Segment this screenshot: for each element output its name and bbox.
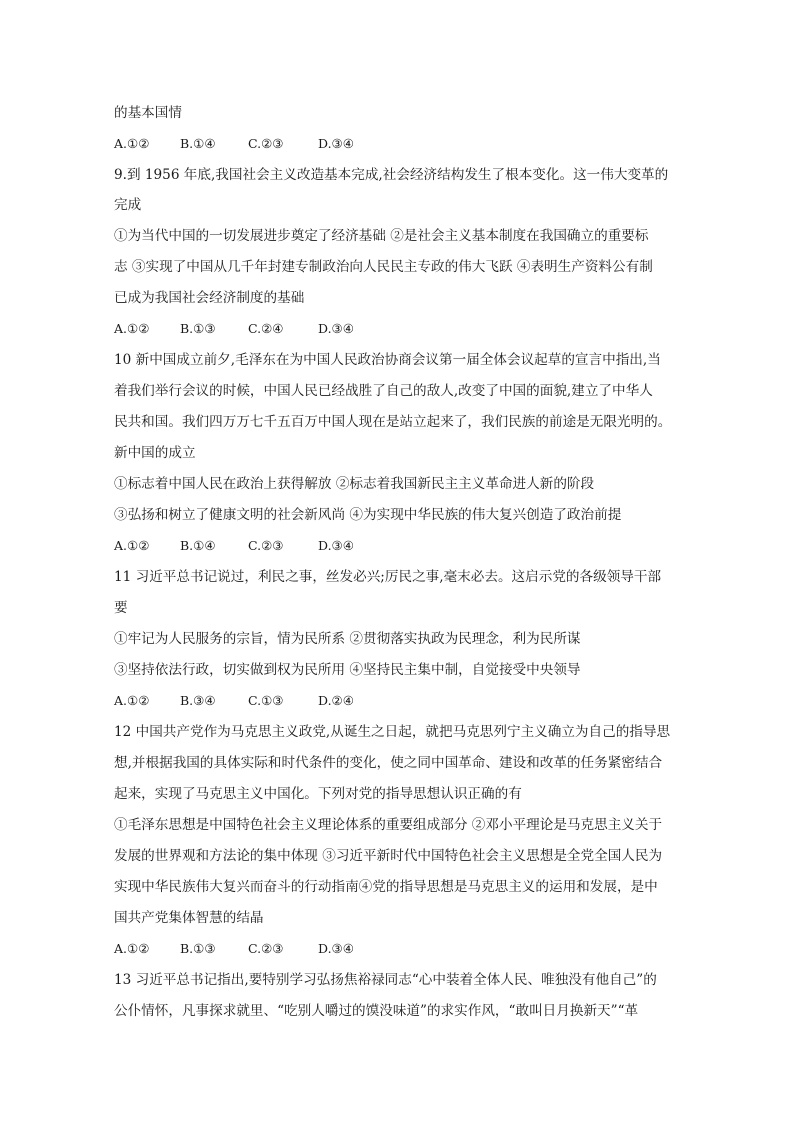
question-11-statement: ③坚持依法行政，切实做到权为民所用 ④坚持民主集中制，自觉接受中央领导 xyxy=(114,662,581,678)
option-a: A.①② xyxy=(114,941,150,956)
option-c: C.①③ xyxy=(248,693,284,708)
question-11-stem: 11 习近平总书记说过，利民之事，丝发必兴;厉民之事,毫末必去。这启示党的各级领导干部 xyxy=(114,569,662,585)
option-d: D.③④ xyxy=(318,538,354,553)
question-9-statement: ①为当代中国的一切发展进步奠定了经济基础 ②是社会主义基本制度在我国确立的重要标 xyxy=(114,228,649,244)
option-b: B.③④ xyxy=(180,693,216,708)
question-11-options xyxy=(114,691,354,711)
option-b: B.①④ xyxy=(180,136,216,151)
option-a: A.①② xyxy=(114,538,150,553)
option-b: B.①③ xyxy=(180,321,216,336)
question-9-options xyxy=(114,319,354,339)
question-9-statement: 已成为我国社会经济制度的基础 xyxy=(114,290,305,306)
option-c: C.②③ xyxy=(248,941,284,956)
option-b: B.①④ xyxy=(180,538,216,553)
question-12-stem: 12 中国共产党作为马克思主义政党,从诞生之日起，就把马克思列宁主义确立为自己的指导思 xyxy=(114,724,671,740)
question-13-stem: 公仆情怀，凡事探求就里、“吃别人嚼过的馍没味道”的求实作风，“敢叫日月换新天”“革 xyxy=(114,1003,639,1019)
option-a: A.①② xyxy=(114,693,150,708)
question-13-stem: 13 习近平总书记指出,要特别学习弘扬焦裕禄同志“心中装着全体人民、唯独没有他自己”的 xyxy=(114,972,657,988)
question-9-statement: 志 ③实现了中国从几千年封建专制政治向人民民主专政的伟大飞跃 ④表明生产资料公有制 xyxy=(114,259,653,275)
question-12-statement: ①毛泽东思想是中国特色社会主义理论体系的重要组成部分 ②邓小平理论是马克思主义关于 xyxy=(114,817,663,833)
question-10-stem: 民共和国。我们四万万七千五百万中国人现在是站立起来了，我们民族的前途是无限光明的。 xyxy=(114,414,672,430)
question-10-stem: 着我们举行会议的时候，中国人民已经战胜了自己的敌人,改变了中国的面貌,建立了中华人 xyxy=(114,383,653,399)
option-d: D.③④ xyxy=(318,136,354,151)
question-12-statement: 实现中华民族伟大复兴而奋斗的行动指南④党的指导思想是马克思主义的运用和发展，是中 xyxy=(114,879,658,895)
question-10-stem: 10 新中国成立前夕,毛泽东在为中国人民政治协商会议第一届全体会议起草的宣言中指出,当 xyxy=(114,352,661,368)
question-9-stem: 9.到 1956 年底,我国社会主义改造基本完成,社会经济结构发生了根本变化。这一伟大变革的 xyxy=(114,167,669,183)
option-c: C.②③ xyxy=(248,136,284,151)
question-12-stem: 想,并根据我国的具体实际和时代条件的变化，使之同中国革命、建设和改革的任务紧密结合 xyxy=(114,755,663,771)
question-11-statement: ①牢记为人民服务的宗旨，情为民所系 ②贯彻落实执政为民理念，利为民所谋 xyxy=(114,631,581,647)
question-9-stem: 完成 xyxy=(114,197,142,213)
question-12-statement: 国共产党集体智慧的结晶 xyxy=(114,910,264,926)
option-d: D.③④ xyxy=(318,941,354,956)
option-d: D.②④ xyxy=(318,693,354,708)
question-10-statement: ①标志着中国人民在政治上获得解放 ②标志着我国新民主主义革命进人新的阶段 xyxy=(114,476,595,492)
question-11-stem: 要 xyxy=(114,600,128,616)
question-12-options xyxy=(114,939,354,959)
option-c: C.②④ xyxy=(248,321,284,336)
question-text-line: 的基本国情 xyxy=(114,105,182,121)
question-10-options xyxy=(114,536,354,556)
question-12-statement: 发展的世界观和方法论的集中体现 ③习近平新时代中国特色社会主义思想是全党全国人民为 xyxy=(114,848,663,864)
option-a: A.①② xyxy=(114,136,150,151)
question-12-stem: 起来，实现了马克思主义中国化。下列对党的指导思想认识正确的有 xyxy=(114,786,522,802)
option-b: B.①③ xyxy=(180,941,216,956)
answer-options xyxy=(114,134,354,154)
option-d: D.③④ xyxy=(318,321,354,336)
option-c: C.②③ xyxy=(248,538,284,553)
question-10-statement: ③弘扬和树立了健康文明的社会新风尚 ④为实现中华民族的伟大复兴创造了政治前提 xyxy=(114,507,622,523)
option-a: A.①② xyxy=(114,321,150,336)
question-10-stem: 新中国的成立 xyxy=(114,445,196,461)
